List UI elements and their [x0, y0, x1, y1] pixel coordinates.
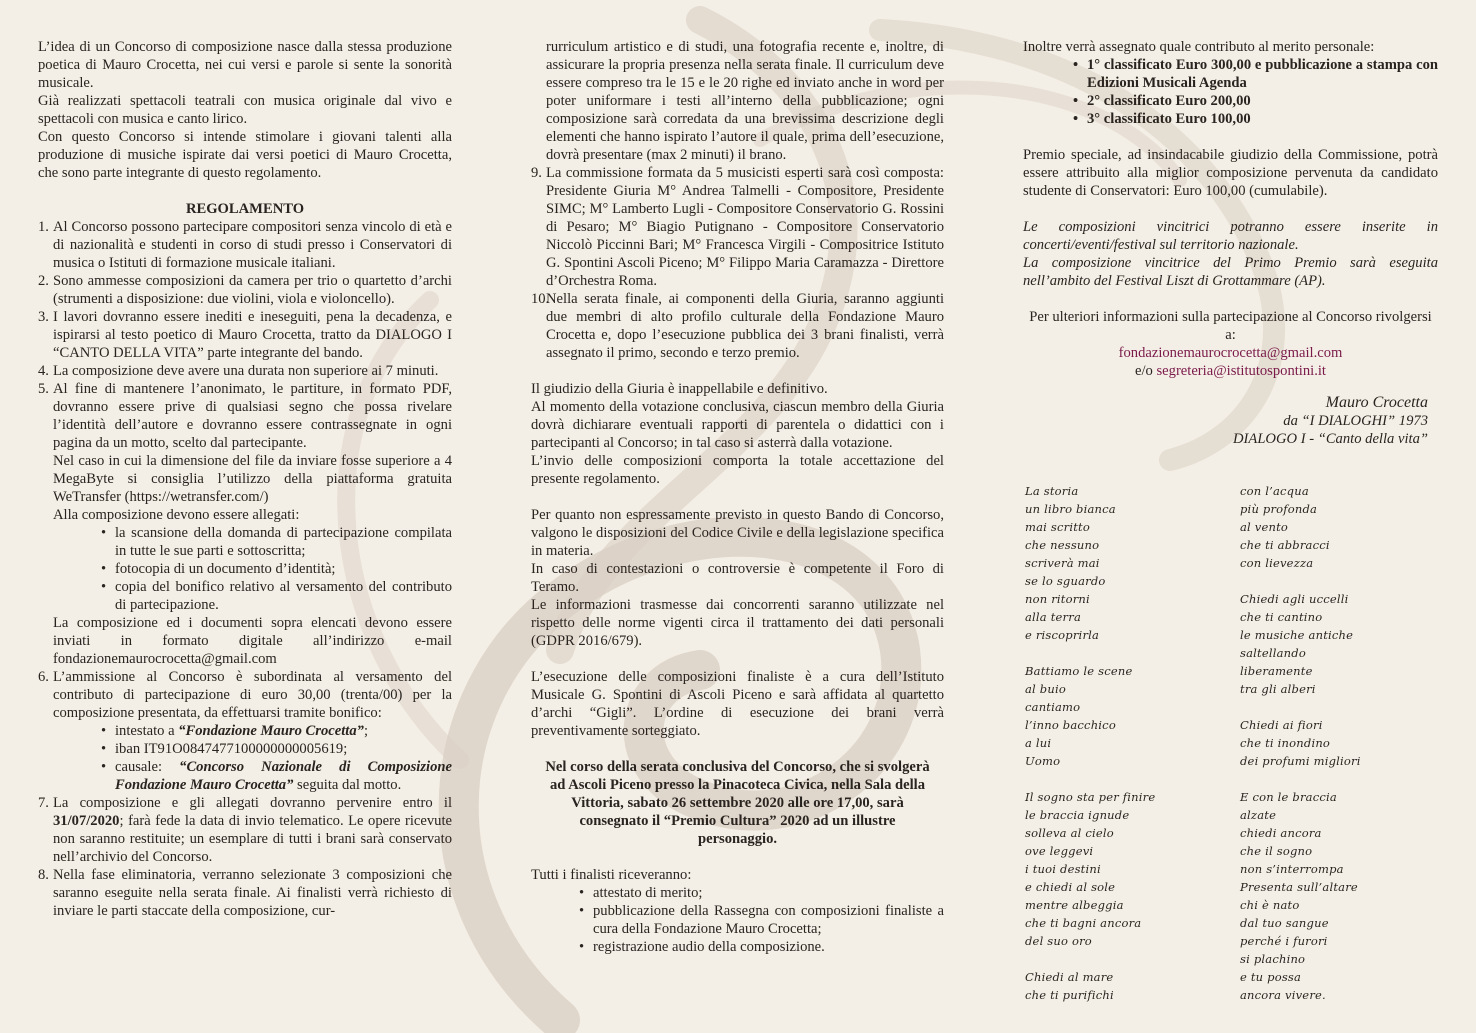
poem-line: i tuoi destini [1025, 862, 1101, 876]
rule-5-wetransfer: Nel caso in cui la dimensione del file da inviare fosse superiore a 4 MegaByte si consiglia l’utilizzo della piattaforma gratuita WeTransfer (https://wetransfer.com/) [53, 453, 452, 505]
rule-3 [38, 308, 452, 362]
rule-text: La composizione deve avere una durata non superiore ai 7 minuti. [53, 363, 439, 379]
email-fondazione[interactable] [1023, 344, 1438, 362]
poem-stanza [1240, 590, 1440, 698]
email-connector: e/o [1135, 363, 1157, 379]
rule-6 [38, 668, 452, 794]
list-item: • registrazione audio della composizione. [579, 938, 944, 956]
poem-line: alzate [1240, 808, 1277, 822]
rule-number: 3. [38, 309, 49, 325]
causale-label: causale: [115, 759, 180, 775]
poem-line: mai scritto [1025, 520, 1090, 534]
regolamento-title: REGOLAMENTO [185, 201, 305, 217]
spacer [531, 650, 944, 668]
poem-line: Battiamo le scene [1025, 664, 1133, 678]
poem-line: chi è nato [1240, 898, 1300, 912]
poem-line: E con le braccia [1240, 790, 1337, 804]
poem-line: a lui [1025, 736, 1052, 750]
poem-stanza [1025, 482, 1225, 644]
list-item: • pubblicazione della Rassegna con composizioni finaliste a cura della Fondazione Mauro Crocetta; [579, 902, 944, 938]
poem-line: con l’acqua [1240, 484, 1309, 498]
poem-line: al vento [1240, 520, 1289, 534]
spacer [531, 362, 944, 380]
poem-line: tra gli alberi [1240, 682, 1316, 696]
column-left [38, 38, 452, 920]
rule-number: 5. [38, 381, 49, 397]
poem-line: e riscoprirla [1025, 628, 1100, 642]
rule-text: Al Concorso possono partecipare compositori senza vincolo di età e di nazionalità e studenti in corso di studi presso i Conservatori di musica o Istituti di formazione musicale italiani. [53, 219, 452, 271]
poem-line: cantiamo [1025, 700, 1081, 714]
poem-line: che ti cantino [1240, 610, 1323, 624]
poem-line: Chiedi agli uccelli [1240, 592, 1349, 606]
rule-text: L’ammissione al Concorso è subordinata al versamento del contributo di partecipazione di euro 30,00 (trenta/00) per la composizione presentata, da effettuarsi tramite bonifico: [53, 669, 452, 721]
intro-paragraph-3: Con questo Concorso si intende stimolare i giovani talenti alla produzione di musiche ispirate dai versi poetici di Mauro Crocetta, che sono parte integrante di questo regolamento. [38, 129, 452, 181]
rule-text: Sono ammesse composizioni da camera per trio o quartetto d’archi (strumenti a disposizione: due violini, viola e violoncello). [53, 273, 452, 307]
list-item: • la scansione della domanda di partecipazione compilata in tutte le sue parti e sottoscritta; [101, 524, 452, 560]
poem-line: che ti purifichi [1025, 988, 1114, 1002]
note-festival: La composizione vincitrice del Primo Premio sarà eseguita nell’ambito del Festival Liszt di Grottammare (AP). [1023, 255, 1438, 289]
poem-column-right [1240, 482, 1440, 1022]
rule-number: 9. [531, 165, 542, 181]
poem-line: non s’interrompa [1240, 862, 1344, 876]
poem-title: DIALOGO I - “Canto della vita” [1233, 431, 1428, 447]
rule-8 [38, 866, 452, 920]
poem-line: liberamente [1240, 664, 1313, 678]
list-item: • 1° classificato Euro 300,00 e pubblicazione a stampa con Edizioni Musicali Agenda [1073, 56, 1438, 92]
rule-number: 6. [38, 669, 49, 685]
rule-5-attachments-intro: Alla composizione devono essere allegati: [53, 507, 300, 523]
attachments-list [53, 524, 452, 614]
list-item: • fotocopia di un documento d’identità; [101, 560, 452, 578]
rule-number: 8. [38, 867, 49, 883]
poem-line: non ritorni [1025, 592, 1090, 606]
poem-line: l’inno bacchico [1025, 718, 1116, 732]
rule-8-continued: rurriculum artistico e di studi, una fotografia recente e, inoltre, di assicurare la propria presenza nella serata finale. Il curriculum deve essere compreso tra le 15 e le 20 righe ed inviato anche in word per poter uniformare i testi all’interno della pubblicazione; ogni composizione sarà corredata da una brevissima descrizione degli elementi che hanno ispirato l’autore il quale, prima dell’esecuzione, dovrà presentare (max 2 minuti) il brano. [546, 39, 944, 163]
poem-line: e chiedi al sole [1025, 880, 1116, 894]
rule-number: 1. [38, 219, 49, 235]
poem-line: perché i furori [1240, 934, 1328, 948]
rule-number: 2. [38, 273, 49, 289]
causale-text: “Concorso Nazionale di Composizione Fondazione Mauro Crocetta” [115, 759, 452, 793]
poem-line: si plachino [1240, 952, 1306, 966]
email-fondazione-link[interactable]: fondazionemaurocrocetta@gmail.com [1118, 345, 1343, 361]
note-eventi: Le composizioni vincitrici potranno essere inserite in concerti/eventi/festival sul territorio nazionale. [1023, 219, 1438, 253]
legal-3: Le informazioni trasmesse dai concorrenti saranno utilizzate nel rispetto delle norme vigenti circa il trattamento dei dati personali (GDPR 2016/679). [531, 597, 944, 649]
payee-label: intestato a [115, 723, 179, 739]
rule-text: Al fine di mantenere l’anonimato, le partiture, in formato PDF, dovranno essere prive di qualsiasi segno che possa rivelare l’identità dell’autore e dovranno essere contrassegnate in ogni pagina da un motto, scelto dal partecipante. [53, 381, 452, 451]
rule-text: I lavori dovranno essere inediti e ineseguiti, pena la decadenza, e ispirarsi al testo poetico di Mauro Crocetta, tratto da DIALOGO I “CANTO DELLA VITA” parte integrante del bando. [53, 309, 452, 361]
poem-line: alla terra [1025, 610, 1082, 624]
rule-5 [38, 380, 452, 668]
poem-line: più profonda [1240, 502, 1318, 516]
column-middle [531, 38, 944, 956]
rule-text: La commissione formata da 5 musicisti esperti sarà così composta: Presidente Giuria M° Andrea Talmelli - Compositore, Presidente SIMC; M° Lamberto Lugli - Compositore Conservatorio G. Rossini di Pesaro; M° Biagio Putignano - Compositore Conservatorio Niccolò Piccinni Bari; M° Francesca Virgili - Compositrice Istituto G. Spontini Ascoli Piceno; M° Filippo Maria Caramazza - Direttore d’Orchestra Roma. [546, 165, 944, 289]
poem-line: saltellando [1240, 646, 1306, 660]
list-item: • attestato di merito; [579, 884, 944, 902]
poem-line: chiedi ancora [1240, 826, 1322, 840]
poem-line: le musiche antiche [1240, 628, 1354, 642]
rule-text: Nella serata finale, ai componenti della Giuria, saranno aggiunti due membri di alto profilo culturale della Fondazione Mauro Crocetta e, dopo l’esecuzione pubblica dei 3 brani finalisti, verrà assegnato il primo, secondo e terzo premio. [546, 291, 944, 361]
list-item: • iban IT91O0847477100000000005619; [101, 740, 452, 758]
poem-line: che ti bagni ancora [1025, 916, 1142, 930]
poem-line: Il sogno sta per finire [1025, 790, 1156, 804]
poem-line: Uomo [1025, 754, 1061, 768]
poem-line: se lo sguardo [1025, 574, 1106, 588]
poem-line: del suo oro [1025, 934, 1092, 948]
poem-line: che il sogno [1240, 844, 1313, 858]
deadline-date: 31/07/2020 [53, 813, 120, 829]
punctuation: ; [363, 723, 368, 739]
serata-conclusiva: Nel corso della serata conclusiva del Concorso, che si svolgerà ad Ascoli Piceno presso la Pinacoteca Civica, nella Sala della Vittoria, sabato 26 settembre 2020 alle ore 17,00, sarà consegnato il “Premio Cultura” 2020 ad un illustre personaggio. [545, 759, 930, 847]
rule-2 [38, 272, 452, 308]
rules-list-continued [531, 164, 944, 362]
poem-line: La storia [1025, 484, 1079, 498]
rule-text: La composizione e gli allegati dovranno pervenire entro il [53, 795, 452, 811]
premi-list [1023, 56, 1438, 128]
rule-5-send-instructions: La composizione ed i documenti sopra elencati devono essere inviati in formato digitale all’indirizzo e-mail fondazionemaurocrocetta@gmail.com [53, 615, 452, 667]
causale-suffix: seguita dal motto. [293, 777, 402, 793]
poem-line: ove leggevi [1025, 844, 1094, 858]
rule-4 [38, 362, 452, 380]
poem-line: scriverà mai [1025, 556, 1100, 570]
premi-title: Inoltre verrà assegnato quale contributo al merito personale: [1023, 39, 1375, 55]
email-line [1023, 362, 1438, 380]
email-segreteria-link[interactable]: segreteria@istitutospontini.it [1156, 363, 1326, 379]
poem-line: Chiedi ai fiori [1240, 718, 1323, 732]
poem-line: al buio [1025, 682, 1066, 696]
rule-text: Nella fase eliminatoria, verranno selezionate 3 composizioni che saranno eseguite nella serata finale. Ai finalisti verrà richiesto di inviare le parti staccate della composizione, cur- [53, 867, 452, 919]
payee-name: “Fondazione Mauro Crocetta” [178, 723, 364, 739]
rule-number: 10. [531, 291, 550, 307]
giuria-3: L’invio delle composizioni comporta la totale accettazione del presente regolamento. [531, 453, 944, 487]
poem-line: le braccia ignude [1025, 808, 1130, 822]
rule-10 [531, 290, 944, 362]
poem-line: dei profumi migliori [1240, 754, 1361, 768]
poem-source: da “I DIALOGHI” 1973 [1283, 413, 1428, 429]
poem-author: Mauro Crocetta [1325, 394, 1428, 411]
list-item: • 3° classificato Euro 100,00 [1073, 110, 1438, 128]
intro-paragraph-2: Già realizzati spettacoli teatrali con musica originale dal vivo e spettacoli con musica e canto lirico. [38, 93, 452, 127]
poem-line: Chiedi al mare [1025, 970, 1114, 984]
giuria-2: Al momento della votazione conclusiva, ciascun membro della Giuria dovrà dichiarare eventuali rapporti di parentela o didattici con i partecipanti al Concorso; in tal caso si asterrà dalla votazione. [531, 399, 944, 451]
rule-7 [38, 794, 452, 866]
rule-number: 4. [38, 363, 49, 379]
poem-line: che nessuno [1025, 538, 1100, 552]
poem-line: ancora vivere. [1240, 988, 1326, 1002]
poem-stanza [1025, 968, 1225, 1004]
poem-line: mentre albeggia [1025, 898, 1124, 912]
list-item: • 2° classificato Euro 200,00 [1073, 92, 1438, 110]
spacer [531, 740, 944, 758]
info-line: Per ulteriori informazioni sulla partecipazione al Concorso rivolgersi a: [1029, 309, 1432, 343]
rule-9 [531, 164, 944, 290]
poem-stanza [1240, 788, 1440, 1004]
poem-stanza [1025, 788, 1225, 950]
spacer [531, 848, 944, 866]
poem-stanza [1240, 716, 1440, 770]
poem-line: che ti inondino [1240, 736, 1331, 750]
intro-paragraph-1: L’idea di un Concorso di composizione nasce dalla stessa produzione poetica di Mauro Crocetta, nei cui versi e parole si sente la sonorità musicale. [38, 39, 452, 91]
rule-number: 7. [38, 795, 49, 811]
column-right [1023, 38, 1438, 448]
list-item [101, 758, 452, 794]
poem-line: un libro bianca [1025, 502, 1116, 516]
list-item [101, 722, 452, 740]
poem-column-left [1025, 482, 1225, 1022]
poem-stanza [1240, 482, 1440, 572]
poem-stanza [1025, 662, 1225, 770]
spacer [531, 488, 944, 506]
payment-list [53, 722, 452, 794]
poem-line: Presenta sull’altare [1240, 880, 1358, 894]
legal-2: In caso di contestazioni o controversie è competente il Foro di Teramo. [531, 561, 944, 595]
rule-1 [38, 218, 452, 272]
poem-line: e tu possa [1240, 970, 1302, 984]
poem-line: che ti abbracci [1240, 538, 1330, 552]
legal-1: Per quanto non espressamente previsto in questo Bando di Concorso, valgono le disposizioni del Codice Civile e della legislazione specifica in materia. [531, 507, 944, 559]
finalisti-title: Tutti i finalisti riceveranno: [531, 867, 692, 883]
rule-text: ; farà fede la data di invio telematico. Le opere ricevute non saranno restituite; un esemplare di tutti i brani sarà conservato nell’archivio del Concorso. [53, 813, 452, 865]
premio-speciale: Premio speciale, ad insindacabile giudizio della Commissione, potrà essere attribuito alla miglior composizione pervenuta da candidato studente di Conservatori: Euro 100,00 (cumulabile). [1023, 147, 1438, 199]
list-item: • copia del bonifico relativo al versamento del contributo di partecipazione. [101, 578, 452, 614]
poem-line: solleva al cielo [1025, 826, 1114, 840]
finalisti-list [531, 884, 944, 956]
esecuzione: L’esecuzione delle composizioni finaliste è a cura dell’Istituto Musicale G. Spontini di Ascoli Piceno e sarà affidata al quartetto d’archi “Gigli”. L’ordine di esecuzione dei brani verrà preventivamente sorteggiato. [531, 669, 944, 739]
giuria-1: Il giudizio della Giuria è inappellabile e definitivo. [531, 381, 828, 397]
poem-line: dal tuo sangue [1240, 916, 1329, 930]
rules-list [38, 218, 452, 920]
poem-line: con lievezza [1240, 556, 1314, 570]
